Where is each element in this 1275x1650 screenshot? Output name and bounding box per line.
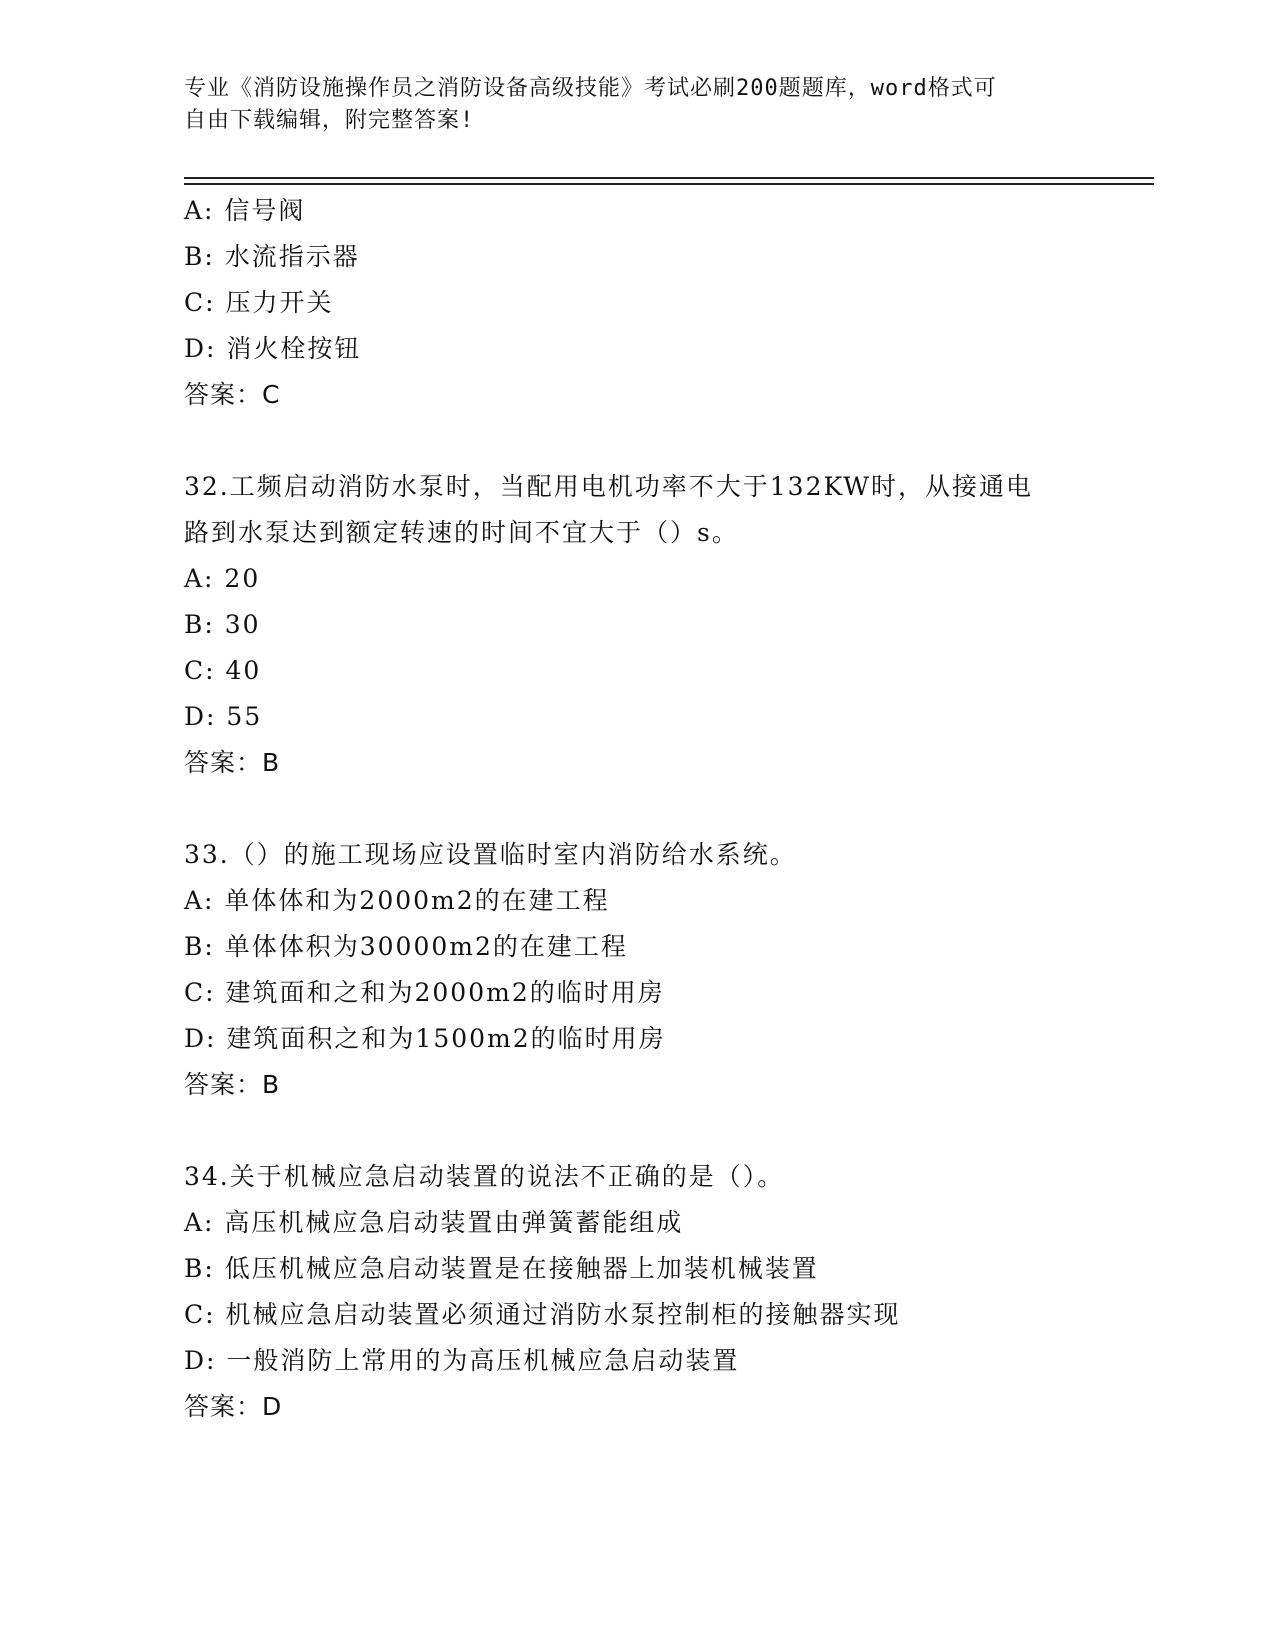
question-32 <box>184 464 1154 786</box>
option-b: B: 低压机械应急启动装置是在接触器上加装机械装置 <box>184 1254 819 1283</box>
question-34 <box>184 1154 1154 1430</box>
option-b: B: 单体体积为30000m2的在建工程 <box>184 932 628 961</box>
option-c: C: 机械应急启动装置必须通过消防水泵控制柜的接触器实现 <box>184 1300 901 1329</box>
question-stem: 34.关于机械应急启动装置的说法不正确的是（）。 <box>184 1162 785 1191</box>
question-list <box>184 188 1154 1430</box>
option-c: C: 40 <box>184 656 262 685</box>
answer: 答案：B <box>184 1070 281 1099</box>
option-c: C: 建筑面和之和为2000m2的临时用房 <box>184 978 665 1007</box>
question-stem: 33.（）的施工现场应设置临时室内消防给水系统。 <box>184 840 797 869</box>
answer: 答案：B <box>184 748 281 777</box>
answer: 答案：C <box>184 380 281 409</box>
option-a: A: 单体体和为2000m2的在建工程 <box>184 886 610 915</box>
header-line-2: 自由下载编辑，附完整答案! <box>184 108 475 133</box>
spacer <box>184 1108 1154 1154</box>
header-divider-top <box>184 177 1154 179</box>
option-d: D: 建筑面积之和为1500m2的临时用房 <box>184 1024 666 1053</box>
option-a: A: 20 <box>184 564 261 593</box>
option-b: B: 水流指示器 <box>184 242 360 271</box>
option-a: A: 高压机械应急启动装置由弹簧蓄能组成 <box>184 1208 684 1237</box>
option-d: D: 55 <box>184 702 263 731</box>
question-31 <box>184 188 1154 418</box>
header-line-1: 专业《消防设施操作员之消防设备高级技能》考试必刷200题题库，word格式可 <box>184 76 997 101</box>
spacer <box>184 786 1154 832</box>
answer: 答案：D <box>184 1392 283 1421</box>
option-d: D: 消火栓按钮 <box>184 334 362 363</box>
question-33 <box>184 832 1154 1108</box>
option-c: C: 压力开关 <box>184 288 334 317</box>
spacer <box>184 418 1154 464</box>
option-d: D: 一般消防上常用的为高压机械应急启动装置 <box>184 1346 740 1375</box>
question-stem: 32.工频启动消防水泵时，当配用电机功率不大于132KW时，从接通电 <box>184 472 1033 501</box>
header-divider-bottom <box>184 183 1154 185</box>
option-a: A: 信号阀 <box>184 196 306 225</box>
option-b: B: 30 <box>184 610 261 639</box>
question-stem-continued: 路到水泵达到额定转速的时间不宜大于（）s。 <box>184 518 739 547</box>
document-header <box>184 73 1064 137</box>
